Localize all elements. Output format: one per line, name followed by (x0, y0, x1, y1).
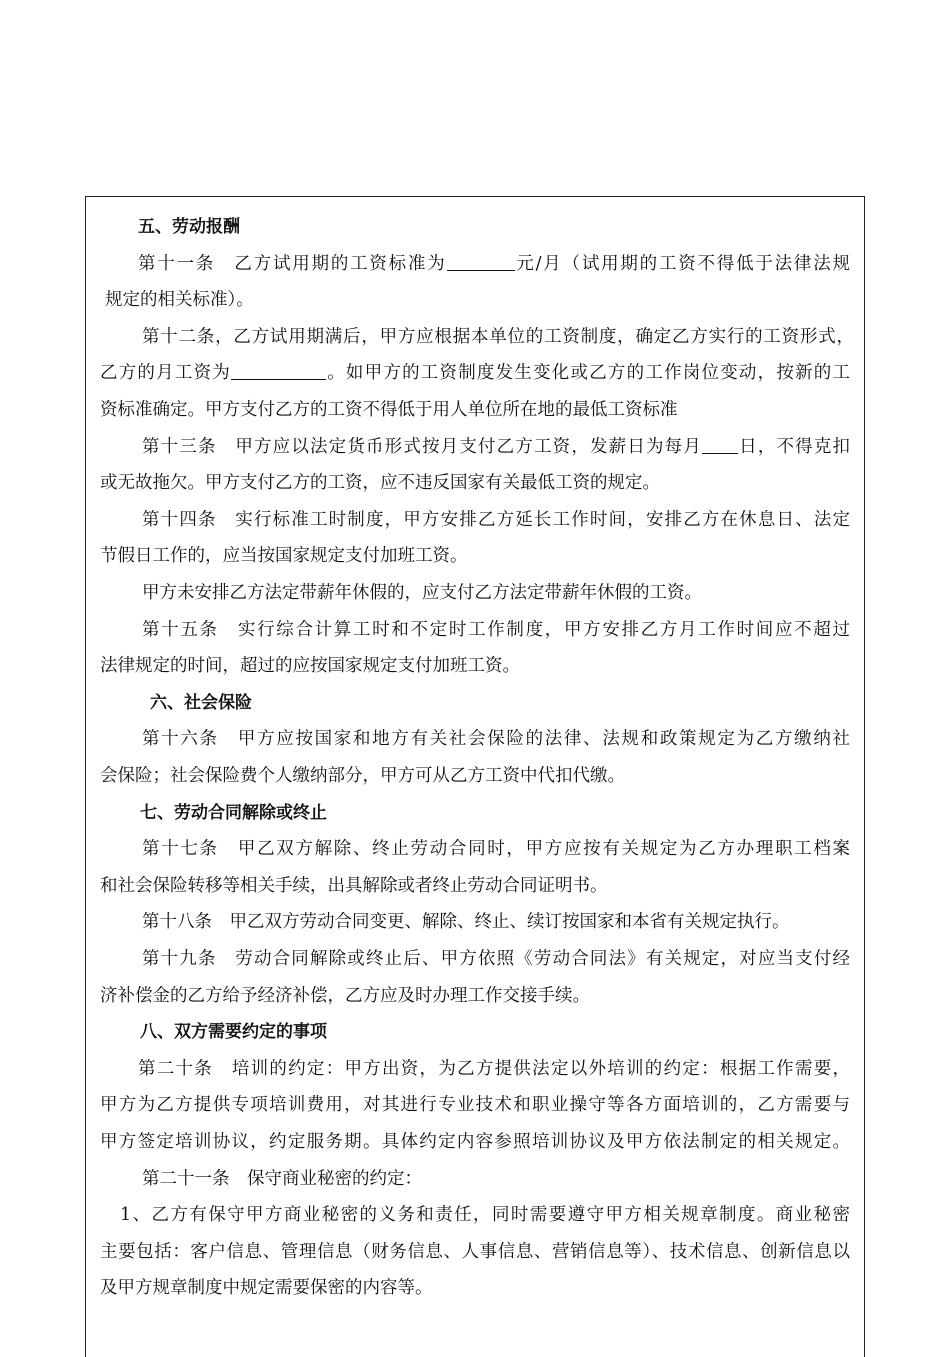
article-17-line-1: 第十七条 甲乙双方解除、终止劳动合同时，甲方应按有关规定为乙方办理职工档案 (142, 839, 850, 860)
text: 乙方的月工资为 (100, 363, 231, 384)
text: 元/月（试用期的工资不得低于法律法规 (514, 253, 850, 274)
probation-wage-blank[interactable] (447, 250, 515, 271)
article-20-line-1: 第二十条 培训的约定：甲方出资，为乙方提供法定以外培训的约定：根据工作需要， (138, 1058, 850, 1079)
article-12-line-1: 第十二条，乙方试用期满后，甲方应根据本单位的工资制度，确定乙方实行的工资形式， (142, 326, 854, 347)
article-11-line-2: 规定的相关标准）。 (105, 290, 254, 311)
section-heading-agreed-matters: 八、双方需要约定的事项 (140, 1022, 327, 1043)
article-11-line-1 (138, 246, 850, 283)
section-heading-remuneration: 五、劳动报酬 (138, 217, 240, 237)
article-15-line-2: 法律规定的时间，超过的应按国家规定支付加班工资。 (100, 656, 520, 677)
article-13-line-1 (142, 429, 850, 466)
text: 第十三条 甲方应以法定货币形式按月支付乙方工资，发薪日为每月 (142, 436, 702, 457)
article-20-line-3: 甲方签定培训协议，约定服务期。具体约定内容参照培训协议及甲方依法制定的相关规定。 (100, 1132, 850, 1152)
article-21-item-1-line-2: 主要包括：客户信息、管理信息（财务信息、人事信息、营销信息等）、技术信息、创新信息以 (100, 1241, 850, 1262)
article-13-line-2: 或无故拖欠。甲方支付乙方的工资，应不违反国家有关最低工资的规定。 (100, 473, 660, 494)
article-21: 第二十一条 保守商业秘密的约定： (142, 1168, 422, 1189)
payday-blank[interactable] (702, 433, 738, 454)
article-20-line-2: 甲方为乙方提供专项培训费用，对其进行专业技术和职业操守等各方面培训的，乙方需要与 (100, 1095, 850, 1116)
text: 第十一条 乙方试用期的工资标准为 (138, 253, 447, 274)
article-18: 第十八条 甲乙双方劳动合同变更、解除、终止、续订按国家和本省有关规定执行。 (142, 912, 790, 933)
article-15-line-1: 第十五条 实行综合计算工时和不定时工作制度，甲方安排乙方月工作时间应不超过 (142, 619, 850, 640)
article-21-item-1-line-3: 及甲方规章制度中规定需要保密的内容等。 (100, 1278, 433, 1299)
text: 。如甲方的工资制度发生变化或乙方的工作岗位变动，按新的工 (326, 363, 850, 384)
article-12-line-2 (100, 355, 850, 392)
article-14-line-1: 第十四条 实行标准工时制度，甲方安排乙方延长工作时间，安排乙方在休息日、法定 (142, 509, 850, 530)
article-19-line-2: 济补偿金的乙方给予经济补偿，乙方应及时办理工作交接手续。 (100, 985, 590, 1006)
text: 日，不得克扣 (738, 436, 850, 457)
article-19-line-1: 第十九条 劳动合同解除或终止后、甲方依照《劳动合同法》有关规定，对应当支付经 (142, 949, 850, 969)
article-17-line-2: 和社会保险转移等相关手续，出具解除或者终止劳动合同证明书。 (100, 875, 608, 896)
section-heading-social-insurance: 六、社会保险 (150, 692, 252, 713)
article-14-line-2: 节假日工作的，应当按国家规定支付加班工资。 (100, 546, 468, 567)
article-14-paragraph-2: 甲方未安排乙方法定带薪年休假的，应支付乙方法定带薪年休假的工资。 (142, 583, 702, 603)
monthly-wage-blank[interactable] (231, 359, 326, 380)
article-16-line-1: 第十六条 甲方应按国家和地方有关社会保险的法律、法规和政策规定为乙方缴纳社 (142, 729, 850, 750)
article-16-line-2: 会保险；社会保险费个人缴纳部分，甲方可从乙方工资中代扣代缴。 (100, 766, 625, 786)
section-heading-termination: 七、劳动合同解除或终止 (140, 802, 327, 823)
article-21-item-1-line-1: 1、乙方有保守甲方商业秘密的义务和责任，同时需要遵守甲方相关规章制度。商业秘密 (120, 1205, 850, 1226)
article-12-line-3: 资标准确定。甲方支付乙方的工资不得低于用人单位所在地的最低工资标准 (100, 400, 678, 420)
